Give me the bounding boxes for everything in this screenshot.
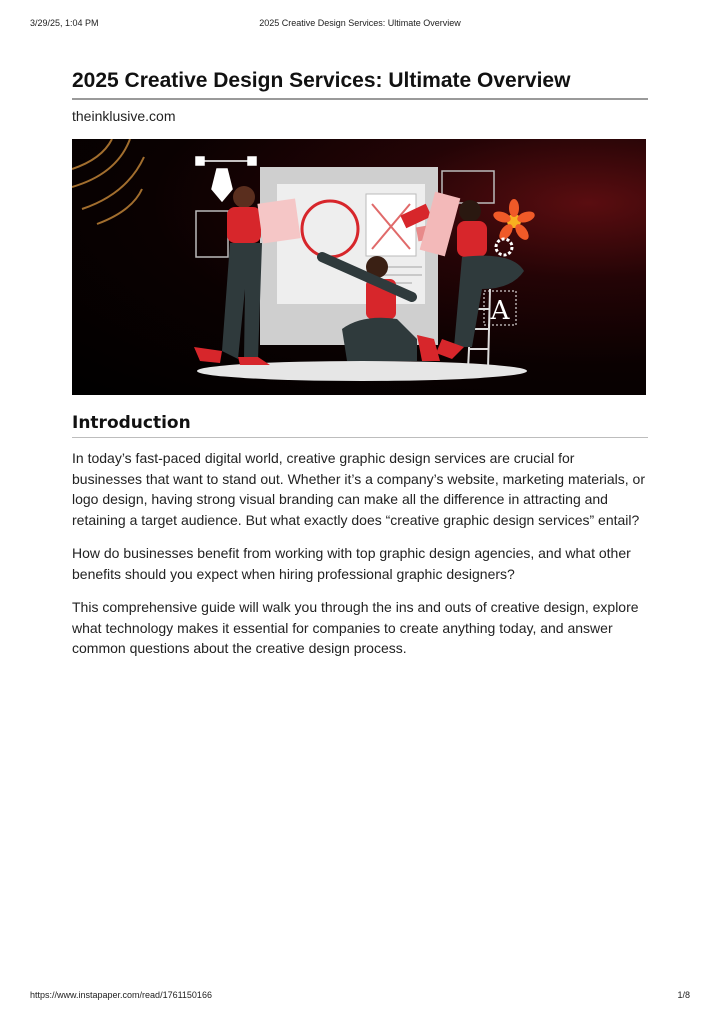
hero-image — [72, 139, 646, 395]
print-date: 3/29/25, 1:04 PM — [30, 18, 99, 28]
print-header — [30, 18, 690, 30]
intro-paragraph-1: In today’s fast-paced digital world, creative graphic design services are crucial for businesses that want to stand out. Whether it’s a company’s website, marketing materials, or logo design, having strong visual branding can make all the difference in attracting and retaining a target audience. But what exactly does “creative graphic design services” entail? — [72, 450, 645, 528]
print-title: 2025 Creative Design Services: Ultimate Overview — [259, 18, 461, 28]
intro-paragraph-2: How do businesses benefit from working with top graphic design agencies, and what other benefits should you expect when hiring professional graphic designers? — [72, 545, 631, 582]
print-footer — [30, 990, 690, 1002]
intro-paragraph-3: This comprehensive guide will walk you through the ins and outs of creative design, explore what technology makes it essential for companies to create anything today, and answer common questions about the creative design process. — [72, 599, 639, 657]
print-url: https://www.instapaper.com/read/1761150166 — [30, 990, 212, 1000]
page-number: 1/8 — [677, 990, 690, 1000]
article-source: theinklusive.com — [72, 108, 176, 125]
hero-letter: A — [490, 296, 510, 327]
section-heading-introduction: Introduction — [72, 413, 648, 438]
article-title: 2025 Creative Design Services: Ultimate Overview — [72, 60, 648, 100]
designers-illustration-icon — [72, 139, 646, 395]
article — [72, 60, 648, 659]
